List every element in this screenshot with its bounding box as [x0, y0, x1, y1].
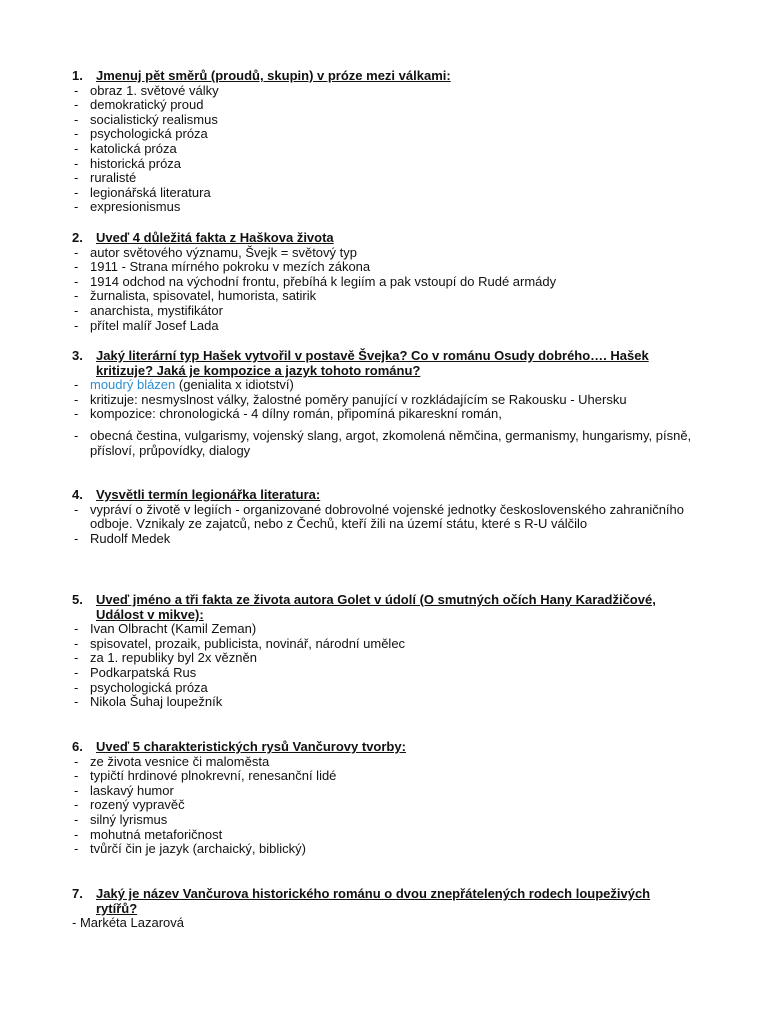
list-item: - 1911 - Strana mírného pokroku v mezích zákona [72, 260, 692, 275]
question-text: Jaký literární typ Hašek vytvořil v postavě Švejka? Co v románu Osudy dobrého…. Hašek kritizuje? Jaká je kompozice a jazyk tohoto románu? [96, 348, 649, 378]
question-1 [72, 69, 692, 215]
list-item: - rozený vypravěč [72, 798, 692, 813]
question-number: 5. [72, 592, 83, 607]
list-item: - mohutná metaforičnost [72, 828, 692, 843]
moudry-blazen-link[interactable]: moudrý blázen [90, 377, 176, 393]
list-item: - vypráví o životě v legiích - organizované dobrovolné vojenské jednotky československého zahraničního odboje. Vznikaly ze zajatců, nebo z Čechů, kteří žili na území státu, které s R-U válčilo [72, 503, 692, 532]
question-text: Jmenuj pět směrů (proudů, skupin) v próze mezi válkami: [96, 68, 451, 83]
question-heading [72, 488, 692, 503]
list-item: - přítel malíř Josef Lada [72, 319, 692, 334]
list-item: - silný lyrismus [72, 813, 692, 828]
list-item: - historická próza [72, 157, 692, 172]
answer-list [72, 84, 692, 215]
question-text: Jaký je název Vančurova historického románu o dvou znepřátelených rodech loupeživých rytířů? [96, 886, 651, 916]
list-item: - Ivan Olbracht (Kamil Zeman) [72, 622, 692, 637]
question-7 [72, 887, 692, 931]
question-4 [72, 488, 692, 546]
question-text: Uveď 4 důležitá fakta z Haškova života [96, 230, 334, 245]
list-item: - demokratický proud [72, 98, 692, 113]
list-item: - autor světového významu, Švejk = světový typ [72, 246, 692, 261]
list-item: - žurnalista, spisovatel, humorista, satirik [72, 289, 692, 304]
question-heading [72, 231, 692, 246]
list-item: - obecná čestina, vulgarismy, vojenský slang, argot, zkomolená němčina, germanismy, hungarismy, písně, přísloví, průpovídky, dialogy [72, 429, 692, 458]
answer-text: - Markéta Lazarová [72, 915, 184, 931]
list-item: - laskavý humor [72, 784, 692, 799]
list-item: - spisovatel, prozaik, publicista, novinář, národní umělec [72, 637, 692, 652]
list-item: - za 1. republiky byl 2x vězněn [72, 651, 692, 666]
question-text: Vysvětli termín legionářka literatura: [96, 487, 321, 502]
question-heading [72, 69, 692, 84]
question-heading [72, 887, 692, 916]
list-item: - ze života vesnice či maloměsta [72, 755, 692, 770]
question-2 [72, 231, 692, 333]
question-5 [72, 593, 692, 710]
list-item: - Podkarpatská Rus [72, 666, 692, 681]
question-text: Uveď 5 charakteristických rysů Vančurovy tvorby: [96, 739, 406, 754]
question-number: 7. [72, 886, 83, 901]
list-item: - tvůrčí čin je jazyk (archaický, biblický) [72, 842, 692, 857]
list-item: - ruralisté [72, 171, 692, 186]
question-heading [72, 349, 692, 378]
list-item: - psychologická próza [72, 681, 692, 696]
list-item: - expresionismus [72, 200, 692, 215]
question-6 [72, 740, 692, 857]
question-heading [72, 740, 692, 755]
question-3 [72, 349, 692, 458]
list-item-rest: (genialita x idiotství) [175, 377, 294, 393]
answer-list [72, 755, 692, 857]
answer-list [72, 622, 692, 710]
question-number: 6. [72, 739, 83, 754]
list-item: - Nikola Šuhaj loupežník [72, 695, 692, 710]
answer-list [72, 246, 692, 334]
list-item: - katolická próza [72, 142, 692, 157]
list-item: - Rudolf Medek [72, 532, 692, 547]
question-number: 4. [72, 487, 83, 502]
list-item: - psychologická próza [72, 127, 692, 142]
list-item [72, 378, 692, 393]
list-item: - 1914 odchod na východní frontu, přebíhá k legiím a pak vstoupí do Rudé armády [72, 275, 692, 290]
list-item: - kritizuje: nesmyslnost války, žalostné poměry panující v rozkládajícím se Rakousku - Uhersku [72, 393, 692, 408]
list-item: - typičtí hrdinové plnokrevní, renesanční lidé [72, 769, 692, 784]
question-text: Uveď jméno a tři fakta ze života autora Golet v údolí (O smutných očích Hany Karadžičové, Událost v mikve): [96, 592, 656, 622]
list-item: - anarchista, mystifikátor [72, 304, 692, 319]
question-number: 3. [72, 348, 83, 363]
question-number: 1. [72, 68, 83, 83]
list-item: - kompozice: chronologická - 4 dílny román, připomíná pikareskní román, [72, 407, 692, 422]
question-number: 2. [72, 230, 83, 245]
answer-list [72, 378, 692, 458]
question-heading [72, 593, 692, 622]
answer-list [72, 503, 692, 547]
list-item: - legionářská literatura [72, 186, 692, 201]
list-item: - obraz 1. světové války [72, 84, 692, 99]
list-item: - socialistický realismus [72, 113, 692, 128]
